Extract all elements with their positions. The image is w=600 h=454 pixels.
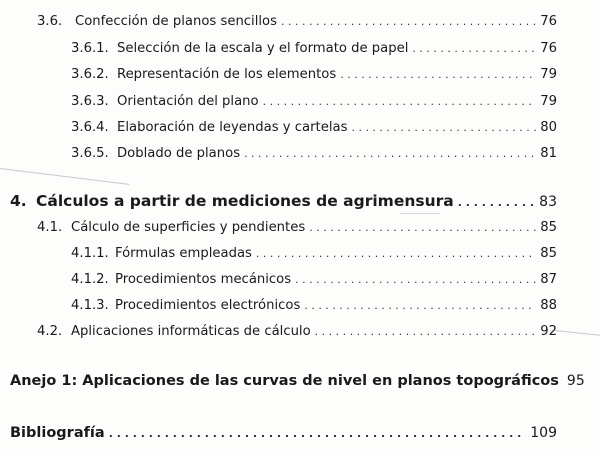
toc-entry-page: 81 [540,146,557,161]
toc-annex-1 [10,373,585,389]
toc-entry-page: 92 [540,324,557,339]
toc-entry-3-6-5 [71,146,557,161]
toc-entry-3-6-1 [71,41,557,56]
toc-entry-4-1-2 [71,272,557,287]
toc-entry-page: 76 [540,41,557,56]
toc-entry-page: 79 [540,94,557,109]
toc-entry-number: 3.6.1. [71,41,109,56]
toc-entry-3-6-3 [71,94,557,109]
dot-leader [315,324,537,339]
toc-chapter-page: 83 [539,194,557,210]
toc-entry-3-6 [37,14,557,29]
dot-leader [340,67,536,82]
toc-entry-number: 3.6.2. [71,67,109,82]
toc-entry-title: Representación de los elementos [117,67,337,82]
toc-entry-number: 4.1.3. [71,298,109,313]
scan-artifact-line [400,213,440,214]
toc-chapter-number: 4. [10,192,27,210]
toc-chapter-4 [10,192,557,210]
scan-artifact-line [555,330,600,336]
scan-artifact-line [0,168,129,185]
toc-entry-title: Cálculo de superficies y pendientes [71,220,306,235]
toc-entry-title: Procedimientos mecánicos [115,272,292,287]
toc-entry-title: Elaboración de leyendas y cartelas [117,120,348,135]
dot-leader [109,425,527,441]
dot-leader [351,120,536,135]
toc-annex-page: 95 [566,373,585,389]
toc-entry-page: 88 [540,298,557,313]
toc-entry-page: 85 [540,246,557,261]
dot-leader [295,272,536,287]
toc-entry-number: 4.2. [37,324,63,339]
toc-entry-title: Orientación del plano [117,94,259,109]
toc-entry-4-1-1 [71,246,557,261]
toc-entry-3-6-4 [71,120,557,135]
toc-annex-title: Anejo 1: Aplicaciones de las curvas de nivel en planos topográficos [10,373,559,389]
toc-entry-4-1-3 [71,298,557,313]
toc-entry-title: Fórmulas empleadas [115,246,252,261]
toc-entry-title: Aplicaciones informáticas de cálculo [71,324,311,339]
toc-entry-4-1 [37,220,557,235]
toc-entry-number: 3.6. [37,14,63,29]
toc-entry-number: 3.6.3. [71,94,109,109]
toc-entry-title: Confección de planos sencillos [75,14,277,29]
dot-leader [458,192,535,210]
toc-entry-number: 4.1.2. [71,272,109,287]
toc-entry-4-2 [37,324,557,339]
dot-leader [412,41,536,56]
toc-entry-number: 4.1. [37,220,63,235]
dot-leader [256,246,536,261]
dot-leader [263,94,537,109]
toc-entry-page: 76 [540,14,557,29]
toc-entry-title: Selección de la escala y el formato de papel [117,41,409,56]
toc-chapter-title: Cálculos a partir de mediciones de agrimensura [36,192,454,210]
dot-leader [244,146,536,161]
toc-entry-page: 85 [540,220,557,235]
dot-leader [309,220,536,235]
toc-entry-number: 4.1.1. [71,246,109,261]
toc-entry-title: Doblado de planos [117,146,241,161]
toc-entry-number: 3.6.4. [71,120,109,135]
dot-leader [304,298,536,313]
toc-bibliography-title: Bibliografía [10,425,105,441]
toc-entry-title: Procedimientos electrónicos [115,298,301,313]
toc-bibliography [10,425,557,441]
dot-leader [281,14,536,29]
toc-entry-page: 79 [540,67,557,82]
toc-entry-3-6-2 [71,67,557,82]
toc-entry-page: 87 [540,272,557,287]
toc-bibliography-page: 109 [530,425,557,441]
toc-entry-number: 3.6.5. [71,146,109,161]
toc-entry-page: 80 [540,120,557,135]
